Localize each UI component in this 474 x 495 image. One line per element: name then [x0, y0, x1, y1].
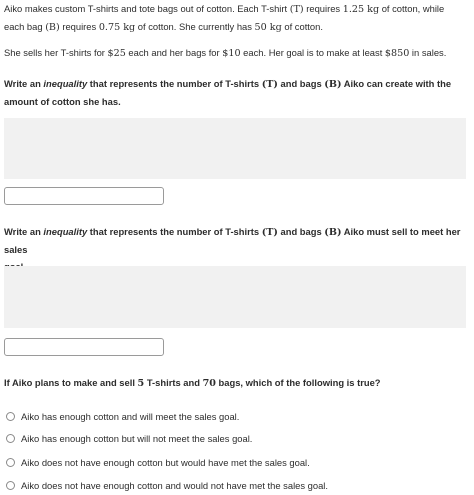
radio-button-icon[interactable]: [6, 481, 15, 490]
question-1: [4, 75, 466, 110]
radio-button-icon[interactable]: [6, 434, 15, 443]
q2-text: Aiko must sell to meet her sales: [4, 226, 461, 255]
count-tshirts: 5: [137, 378, 145, 389]
var-b: (B): [324, 227, 342, 238]
radio-button-icon[interactable]: [6, 458, 15, 467]
q1-text: that represents the number of T-shirts: [87, 78, 262, 89]
sales-text: She sells her T-shirts for: [4, 47, 108, 58]
q2-text: Write an: [4, 226, 44, 237]
sales-text: each. Her goal is to make at least: [240, 47, 385, 58]
choice-option[interactable]: [6, 455, 310, 469]
q1-text: amount of cotton she has.: [4, 96, 121, 107]
var-t: (T): [261, 79, 278, 90]
value-tshirt-cotton: 1.25 kg: [342, 4, 380, 15]
q2-text: and bags: [277, 226, 325, 237]
q2-emphasis: inequality: [43, 226, 88, 237]
q1-text: and bags: [277, 78, 325, 89]
intro-text: of cotton. She currently has: [135, 21, 255, 32]
value-bag-cotton: 0.75 kg: [98, 22, 136, 33]
sales-text: each and her bags for: [125, 47, 223, 58]
answer-input-1[interactable]: [4, 187, 164, 205]
choice-label: Aiko does not have enough cotton but would have met the sales goal.: [21, 456, 310, 468]
problem-intro: [4, 0, 466, 36]
intro-text: of cotton, while: [379, 3, 445, 14]
sales-goal: $850: [384, 48, 410, 59]
q3-text: If Aiko plans to make and sell: [4, 377, 138, 388]
price-tshirt: $25: [107, 48, 126, 59]
intro-text: requires: [303, 3, 343, 14]
var-b: (B): [324, 79, 342, 90]
q1-text: Aiko can create with the: [341, 78, 452, 89]
var-t: (T): [289, 4, 304, 15]
q2-text: that represents the number of T-shirts: [87, 226, 262, 237]
choice-option[interactable]: [6, 409, 239, 423]
radio-button-icon[interactable]: [6, 412, 15, 421]
sales-text: in sales.: [409, 47, 447, 58]
q3-text: bags, which of the following is true?: [215, 377, 381, 388]
answer-area-2: [4, 266, 466, 328]
var-b: (B): [45, 22, 60, 33]
q3-text: T-shirts and: [144, 377, 203, 388]
price-bag: $10: [222, 48, 241, 59]
choice-label: Aiko does not have enough cotton and would not have met the sales goal.: [21, 479, 328, 491]
intro-text: requires: [59, 21, 99, 32]
count-bags: 70: [202, 378, 216, 389]
intro-text: Aiko makes custom T-shirts and tote bags out of cotton. Each T-shirt: [4, 3, 290, 14]
intro-text: each bag: [4, 21, 46, 32]
q1-emphasis: inequality: [43, 78, 88, 89]
choice-label: Aiko has enough cotton and will meet the sales goal.: [21, 410, 240, 422]
sales-info: [4, 44, 466, 62]
var-t: (T): [261, 227, 278, 238]
answer-area-1: [4, 118, 466, 179]
question-3: [4, 374, 466, 392]
q1-text: Write an: [4, 78, 44, 89]
answer-input-2[interactable]: [4, 338, 164, 356]
choice-label: Aiko has enough cotton but will not meet the sales goal.: [21, 432, 253, 444]
value-total-cotton: 50 kg: [254, 22, 282, 33]
intro-text: of cotton.: [281, 21, 323, 32]
choice-option[interactable]: [6, 431, 252, 445]
choice-option[interactable]: [6, 478, 328, 492]
